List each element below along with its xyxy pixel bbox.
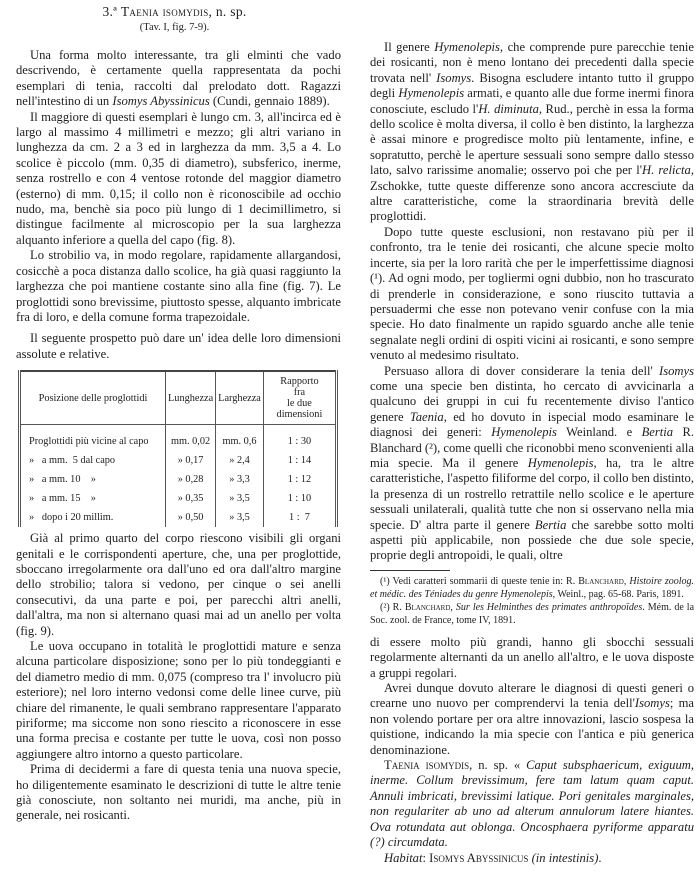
column-header: Larghezza [216, 371, 264, 425]
paragraph: Le uova occupano in totalità le proglottidi mature e senza alcuna particolare disposizione; sono per lo più tondeggianti e del diametro medio di mm. 0,075 (compreso tra l' involucro più esteriore); nel loro interno vedonsi come delle linee curve, più chiare del rimanente, le quali sembrano rappresentare l'apparato piriforme; ma siccome non sono riescito a riconoscere in esse una forma precisa e costante per tutte le uova, così non posso aggiungere altro intorno a questo particolare. [16, 638, 341, 761]
paragraph: Il seguente prospetto può dare un' idea delle loro dimensioni assolute e relative. [16, 331, 341, 361]
right-column [370, 40, 694, 866]
paragraph: Una forma molto interessante, tra gli elminti che vado descrivendo, è certamente quella rappresentata da pochi esemplari di tenia, raccolti dal prelodato dott. Ragazzi nell'intestino di un Isomys Abyssinicus (Cundi, gennaio 1889). [16, 48, 341, 109]
table-row: Proglottidi più vicine al capo mm. 0,02 mm. 0,6 1 : 30 [20, 425, 337, 452]
paragraph: Avrei dunque dovuto alterare le diagnosi di questi generi o crearne uno nuovo per comprendervi la tenia dell'Isomys; ma non volendo portare per ora altre innovazioni, lascio sospesa la quistione, indicando la mia specie con l'antica e più generica denominazione. [370, 681, 694, 757]
paragraph: Lo strobilio va, in modo regolare, rapidamente allargandosi, cosicchè a poca distanza dallo scolice, ha già quasi raggiunto la larghezza che poi mantiene costante sino alla fine (fig. 7). Le proglottidi sono brevissime, piuttosto spesse, alquanto imbricate fra di loro, e della comune forma trapezoidale. [16, 248, 341, 324]
paragraph: Persuaso allora di dover considerare la tenia dell' Isomys come una specie ben distinta, ho cercato di avvicinarla a qualcuno dei gruppi in cui fu recentemente diviso l'antico genere Taenia, ed ho dovuto in ispecial modo esaminare le diagnosi dei generi: Hymenolepis Weinland. e Bertia R. Blanchard (²), come quelli che riconobbi meno sconvenienti alla mia specie. Ma il genere Hymenolepis, ha, tra le altre caratteristiche, l'aspetto filiforme del corpo, il collo ben distinto, la presenza di un rostrello retrattile nello scolice e le aperture sessuali unilaterali, qualità tutte che non si osservano nella mia specie. D' altra parte il genere Bertia che sarebbe sotto molti aspetti più applicabile, non possiede che due sole specie, proprie degli antropoidi, le quali, oltre [370, 363, 694, 563]
paragraph: Il genere Hymenolepis, che comprende pure parecchie tenie dei rosicanti, non è meno lontano dei precedenti dalla specie trovata nell' Isomys. Bisogna escludere intanto tutto il gruppo degli Hymenolepis armati, e quanto alle due forme inermi finora conosciute, escludo l'H. diminuta, Rud., perchè in essa la forma dello scolice è molta diversa, il collo è ben distinto, la larghezza è assai minore e progredisce molto più lentamente, infine, e sopratutto, perchè le aperture sessuali sono sempre dallo stesso lato, salvo rarissime anomalie; osservo poi che per l'H. relicta, Zschokke, tutte queste differenze sono ancora accresciute da altre caratteristiche, come la straordinaria brevità delle proglottidi. [370, 40, 694, 224]
habitat-line: Habitat: Isomys Abyssinicus (in intestinis). [384, 850, 602, 865]
column-header-ratio: Rapporto fra le due dimensioni [263, 371, 336, 425]
column-header: Posizione delle proglottidi [20, 371, 166, 425]
footnote-divider [370, 570, 450, 571]
dimensions-table [18, 370, 338, 527]
latin-diagnosis: Taenia isomydis, n. sp. « Caput subsphaericum, exiguum, inerme. Collum brevissimum, fere tam latum quam caput. Annuli imbricati, brevissimi latique. Pori genitales marginales, non regulariter ab uno ad alterum annulorum latere hiantes. Ova rotundata aut oblonga. Oncosphaera pyriforme apparatu (?) circumdata. [370, 758, 695, 850]
section-number: 3.ª [102, 4, 118, 19]
species-title [0, 4, 349, 20]
paragraph: Dopo tutte queste esclusioni, non restavano più per il confronto, tra le tenie dei rosicanti, che alcune specie molto incerte, sia per la loro rarità che per le imperfettissime diagnosi (¹). Ad ogni modo, per togliermi ogni dubbio, non ho trascurato di prenderle in considerazione, e sono riuscito tuttavia a persuadermi che esse non potevano venir confuse con la mia specie. Ho dato finalmente un rapido sguardo anche alle tenie segnalate negli ordini di ospiti vicini ai rosicanti, e sono sempre venuto al medesimo risultato. [370, 224, 694, 363]
species-name: Taenia isomydis [120, 4, 209, 19]
paragraph: Il maggiore di questi esemplari è lungo cm. 3, all'incirca ed è largo al massimo 4 millimetri e mezzo; gli altri variano in lunghezza da cm. 2 a 3 ed in larghezza da mm. 3,5 a 4. Lo scolice è piccolo (mm. 0,35 di diametro), subsferico, inerme, senza rostrello e con 4 ventose rotonde del maggior diametro (esterno) di mm. 0,15; il collo non è riconoscibile ad occhio nudo, ma, benchè sia poco più lungo di 1 decimillimetro, si distingue facilmente al microscopio per la sua larghezza alquanto inferiore a quella del capo (fig. 8). [16, 109, 341, 247]
species-suffix: , n. sp. [208, 4, 247, 19]
table-row: » dopo i 20 millim. » 0,50 » 3,5 1 : 7 [20, 508, 337, 527]
plate-reference: (Tav. I, fig. 7-9). [139, 22, 210, 33]
left-column [16, 48, 341, 824]
table-row: » a mm. 5 dal capo » 0,17 » 2,4 1 : 14 [20, 451, 337, 470]
paragraph: Già al primo quarto del corpo riescono visibili gli organi genitali e le corrispondenti aperture, che, una per proglottide, sboccano irregolarmente ora dall'uno ed ora dall'altro margine dello strobilio; talora si vedono, per cinque o sei anelli consecutivi, da una parte e poi, per parecchi altri anelli, dall'altra, ma non si alternano quasi mai ad un anello per volta (fig. 9). [16, 531, 341, 638]
footnote-1: (¹) Vedi caratteri sommarii di queste tenie in: R. Blanchard, Histoire zoolog. et médic. des Téniades du genre Hymenolepis, Weinl., pag. 65-68. Paris, 1891. [370, 575, 695, 600]
paragraph: di essere molto più grandi, hanno gli sbocchi sessuali regolarmente alternanti da un anello all'altro, e le uova disposte a gruppi regolari. [370, 634, 694, 680]
footnote-2: (²) R. Blanchard, Sur les Helminthes des primates anthropoïdes. Mém. de la Soc. zool. de France, tome IV, 1891. [370, 601, 695, 626]
table-header-row [20, 371, 337, 425]
table-row: » a mm. 15 » » 0,35 » 3,5 1 : 10 [20, 489, 337, 508]
column-header: Lunghezza [166, 371, 216, 425]
paragraph: Prima di decidermi a fare di questa tenia una nuova specie, ho diligentemente esaminato le descrizioni di tutte le altre tenie già conosciute, non soltanto nei muridi, ma anche, più in generale, nei rosicanti. [16, 762, 341, 823]
table-row: » a mm. 10 » » 0,28 » 3,3 1 : 12 [20, 470, 337, 489]
